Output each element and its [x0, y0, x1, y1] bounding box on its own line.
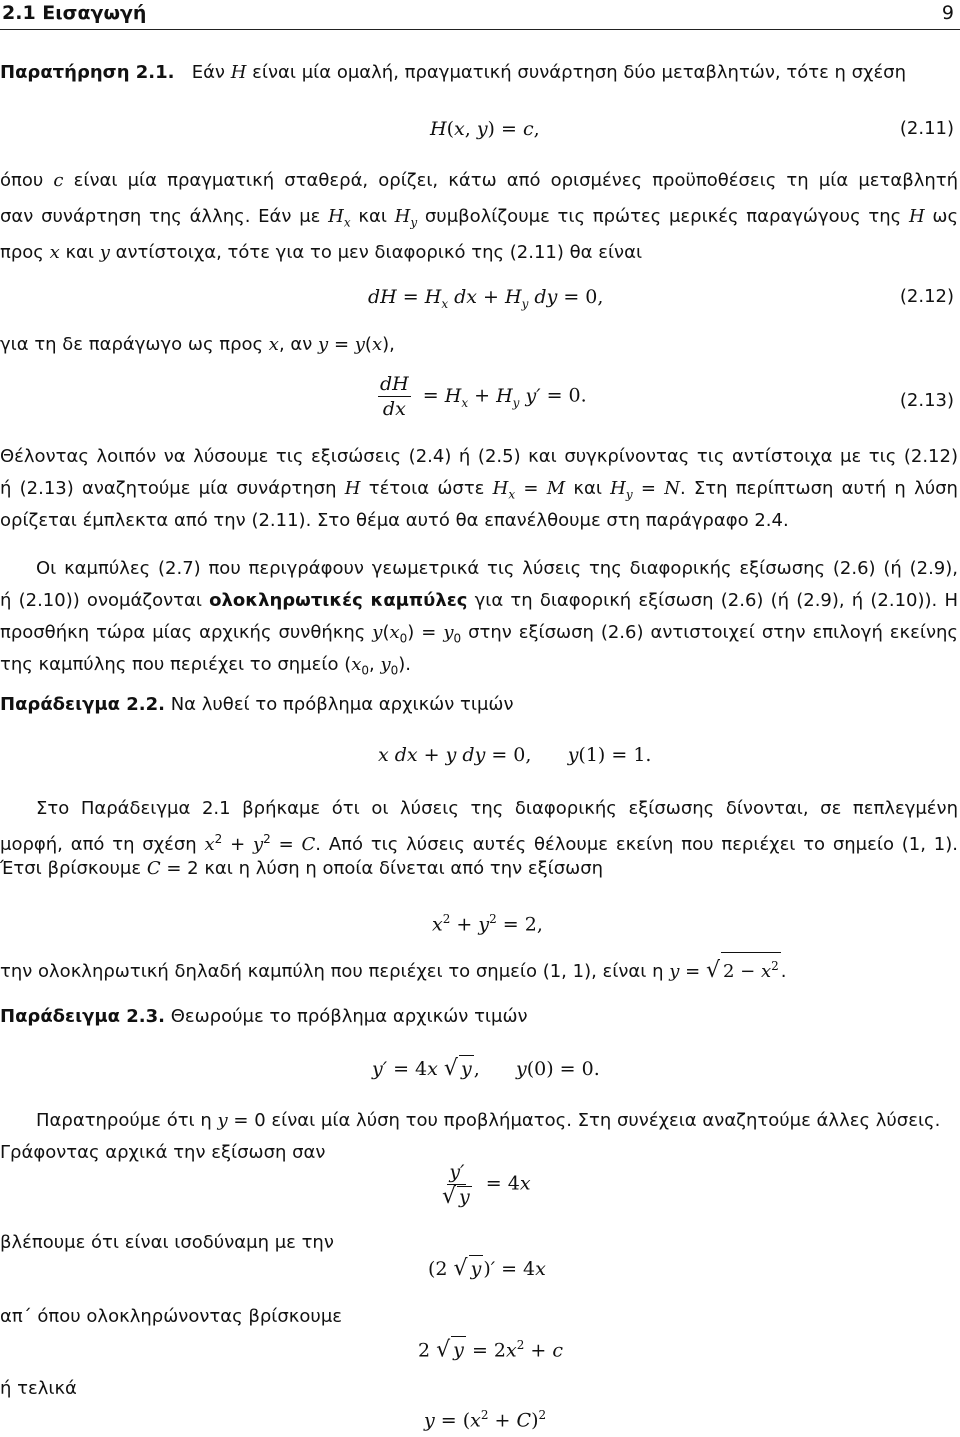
remark-label: Παρατήρηση 2.1. [0, 62, 175, 83]
paragraph-line: της καμπύλης που περιέχει το σημείο ($x_0$, $y_0$). [0, 654, 412, 678]
example-2-3-heading [0, 1000, 528, 1034]
equation-2-11: H(x, y) = c, [430, 118, 540, 140]
paragraph-line: όπου c είναι μία πραγματική σταθερά, ορίζει, κάτω από ορισμένες προϋποθέσεις τη μία μεταβλητή [0, 170, 959, 191]
example-intro: Θεωρούμε το πρόβλημα αρχικών τιμών [170, 1006, 528, 1027]
paragraph-line: απ΄ όπου ολοκληρώνοντας βρίσκουμε [0, 1306, 343, 1327]
equation-number-2-12: (2.12) [899, 286, 954, 307]
example-2-2-heading [0, 688, 514, 722]
equation-integrated: 2 √ $y = 2x^2 + c$ [418, 1337, 564, 1363]
paragraph-line: Γράφοντας αρχικά την εξίσωση σαν [0, 1142, 326, 1163]
paragraph-line: Οι καμπύλες (2.7) που περιγράφουν γεωμετρικά τις λύσεις της διαφορικής εξίσωσης (2.6) (ή (2.9), [36, 558, 958, 579]
paragraph-line: Στο Παράδειγμα 2.1 βρήκαμε ότι οι λύσεις της διαφορικής εξίσωσης δίνονται, σε πεπλεγμένη [36, 798, 958, 819]
example-label: Παράδειγμα 2.3. [0, 1006, 165, 1027]
paragraph-line: προσθήκη τώρα μίας αρχικής συνθήκης $y(x_0) = y_0$ στην εξίσωση (2.6) αντιστοιχεί στην επιλογή εκείνης [0, 622, 958, 646]
page-header [2, 0, 954, 30]
equation-number-2-11: (2.11) [899, 118, 954, 139]
paragraph-line: σαν συνάρτηση της άλλης. Εάν με $H_x$ και $H_y$ συμβολίζουμε τις πρώτες μερικές παραγώγους της H ως [0, 206, 959, 230]
equation-2-12: dH = $H_x$ dx + $H_y$ dy = 0, [368, 286, 604, 311]
paragraph-line: ή (2.13) αναζητούμε μία συνάρτηση H τέτοια ώστε $H_x = M$ και $H_y = N$. Στη περίπτωση αυτή η λύση [0, 478, 958, 502]
equation-number-2-13: (2.13) [899, 390, 954, 411]
page-number: 9 [941, 2, 954, 24]
remark-text: Εάν H είναι μία ομαλή, πραγματική συνάρτηση δύο μεταβλητών, τότε η σχέση [180, 62, 906, 83]
paragraph-line: ή τελικά [0, 1378, 77, 1399]
equation-final: $y = (x^2 + C)^2$ [424, 1408, 547, 1432]
equation-derivative: (2 √ y )′ = 4x [428, 1256, 546, 1281]
paragraph-line: προς x και y αντίστοιχα, τότε για το μεν διαφορικό της (2.11) θα είναι [0, 242, 643, 263]
paragraph-line: την ολοκληρωτική δηλαδή καμπύλη που περιέχει το σημείο (1, 1), είναι η y = √ $2 - x^2$ . [0, 952, 786, 989]
paragraph-line: μορφή, από τη σχέση $x^2 + y^2 = C$. Από τις λύσεις αυτές θέλουμε εκείνη που περιέχει το σημείο (1, 1). [0, 832, 958, 855]
paragraph-line: Παρατηρούμε ότι η y = 0 είναι μία λύση του προβλήματος. Στη συνέχεια αναζητούμε άλλες λύσεις. [36, 1110, 941, 1131]
paragraph-line: Έτσι βρίσκουμε C = 2 και η λύση η οποία δίνεται από την εξίσωση [0, 858, 604, 879]
paragraph-line: βλέπουμε ότι είναι ισοδύναμη με την [0, 1232, 334, 1253]
header-rule [0, 29, 960, 30]
remark-line-1 [0, 56, 906, 90]
bold-term: ολοκληρωτικές καμπύλες [209, 590, 468, 611]
equation-2-13: $\frac{dH}{dx}$ = $H_x + H_y$ y′ = 0. [380, 373, 587, 420]
paragraph-line: ή (2.10)) ονομάζονται ολοκληρωτικές καμπύλες για τη διαφορική εξίσωση (2.6) (ή (2.9), ή (2.10)). Η [0, 590, 958, 611]
section-title: 2.1 Εισαγωγή [2, 2, 147, 24]
example-label: Παράδειγμα 2.2. [0, 694, 165, 715]
equation-separated: $\frac{y'}{√ y}$ = 4x [442, 1161, 531, 1209]
equation-ivp-2-3: y′ = 4x √ y , y(0) = 0. [372, 1056, 600, 1081]
paragraph-line: για τη δε παράγωγο ως προς x, αν y = y(x), [0, 334, 395, 355]
example-intro: Να λυθεί το πρόβλημα αρχικών τιμών [170, 694, 514, 715]
paragraph-line: Θέλοντας λοιπόν να λύσουμε τις εξισώσεις (2.4) ή (2.5) και συγκρίνοντας τις αντίστοιχα με τις (2.12) [0, 446, 958, 467]
paragraph-line: ορίζεται έμπλεκτα από την (2.11). Στο θέμα αυτό θα επανέλθουμε στη παράγραφο 2.4. [0, 510, 789, 531]
equation-ivp-2-2: x dx + y dy = 0, y(1) = 1. [378, 744, 652, 766]
equation-circle: $x^2 + y^2 = 2$, [432, 912, 543, 936]
